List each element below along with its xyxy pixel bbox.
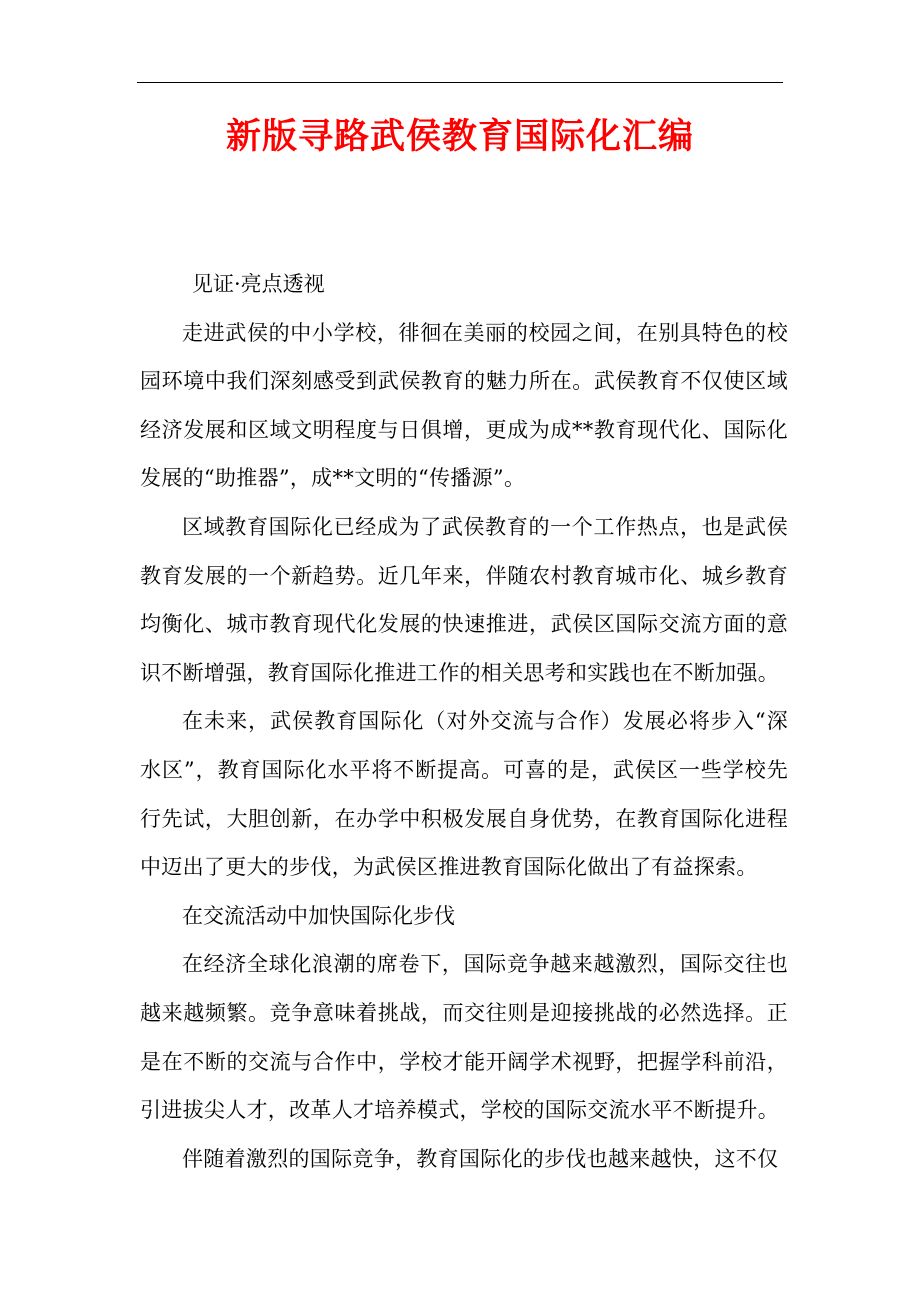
document-title: 新版寻路武侯教育国际化汇编 xyxy=(225,116,694,157)
paragraph-future: 在未来，武侯教育国际化（对外交流与合作）发展必将步入“深水区”，教育国际化水平将不断提高。可喜的是，武侯区一些学校先行先试，大胆创新，在办学中积极发展自身优势，在教育国际化进程中迈出了更大的步伐，为武侯区推进教育国际化做出了有益探索。 xyxy=(140,709,788,880)
paragraph-competition: 伴随着激烈的国际竞争，教育国际化的步伐也越来越快，这不仅 xyxy=(182,1146,779,1171)
paragraph-globalization: 在经济全球化浪潮的席卷下，国际竞争越来越激烈，国际交往也越来越频繁。竞争意味着挑战，而交往则是迎接挑战的必然选择。正是在不断的交流与合作中，学校才能开阔学术视野，把握学科前沿，引进拔尖人才，改革人才培养模式，学校的国际交流水平不断提升。 xyxy=(140,952,788,1123)
document-body xyxy=(140,260,788,1183)
paragraph-regional-education: 区域教育国际化已经成为了武侯教育的一个工作热点，也是武侯教育发展的一个新趋势。近几年来，伴随农村教育城市化、城乡教育均衡化、城市教育现代化发展的快速推进，武侯区国际交流方面的意识不断增强，教育国际化推进工作的相关思考和实践也在不断加强。 xyxy=(140,514,788,685)
section-heading-witness: 见证·亮点透视 xyxy=(192,272,325,296)
section-heading-exchange: 在交流活动中加快国际化步伐 xyxy=(182,903,455,928)
paragraph-intro: 走进武侯的中小学校，徘徊在美丽的校园之间，在别具特色的校园环境中我们深刻感受到武侯教育的魅力所在。武侯教育不仅使区域经济发展和区域文明程度与日俱增，更成为成**教育现代化、国际化发展的“助推器”，成**文明的“传播源”。 xyxy=(140,320,788,491)
header-rule xyxy=(137,82,783,83)
